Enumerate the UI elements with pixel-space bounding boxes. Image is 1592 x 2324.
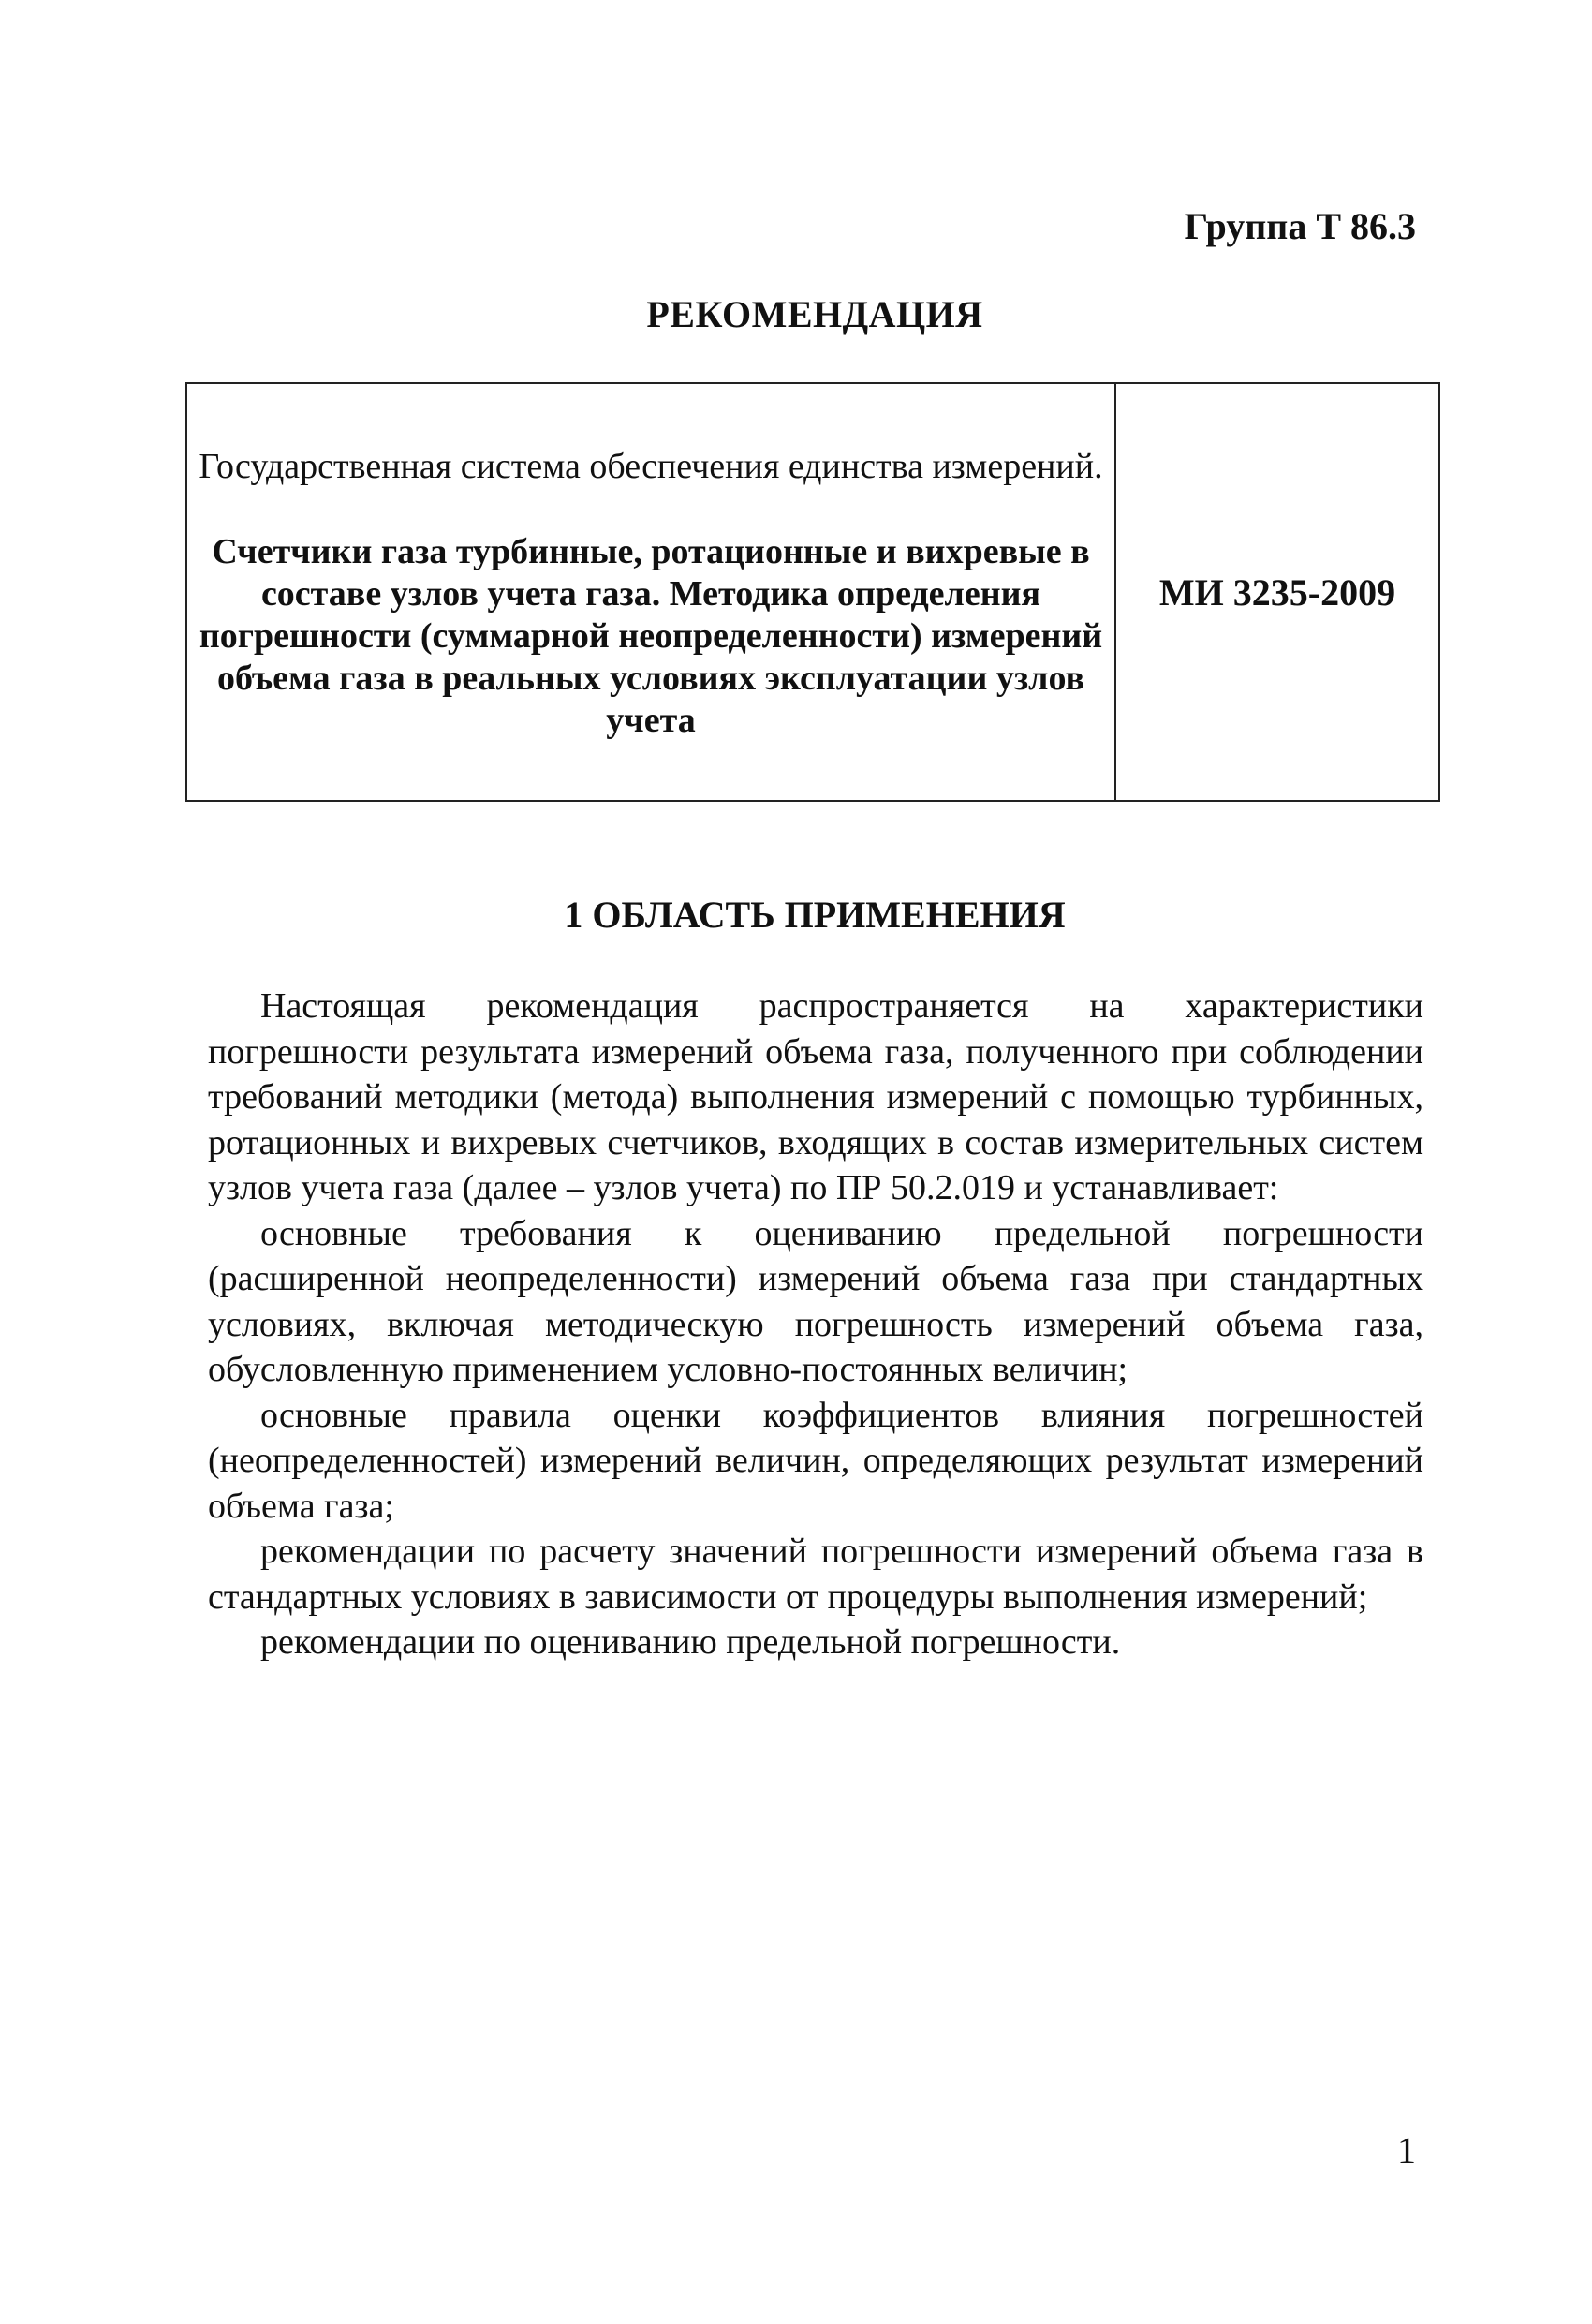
paragraph: основные правила оценки коэффициентов влияния погрешностей (неопределенностей) измерений величин, определяющих результат измерений объема газа; [208, 1395, 1423, 1526]
paragraph: рекомендации по оцениванию предельной погрешности. [260, 1622, 1121, 1662]
paragraph: основные требования к оцениванию предельной погрешности (расширенной неопределенности) измерений объема газа при стандартных условиях, включая методическую погрешность измерений объема газа, обусловленную применением условно-постоянных величин; [208, 1213, 1423, 1389]
document-code-cell [1115, 383, 1439, 801]
paragraph: Настоящая рекомендация распространяется на характеристики погрешности результата измерений объема газа, полученного при соблюдении требований методики (метода) выполнения измерений с помощью турбинных, ротационных и вихревых счетчиков, входящих в состав измерительных систем узлов учета газа (далее – узлов учета) по ПР 50.2.019 и устанавливает: [208, 986, 1423, 1207]
system-name: Государственная система обеспечения единства измерений. [199, 446, 1103, 486]
document-name: Счетчики газа турбинные, ротационные и вихревые в составе узлов учета газа. Методика определения погрешности (суммарной неопределенности) измерений объема газа в реальных условиях эксплуатации узлов учета [199, 531, 1103, 740]
section-body [208, 984, 1423, 1665]
paragraph: рекомендации по расчету значений погрешности измерений объема газа в стандартных условиях в зависимости от процедуры выполнения измерений; [208, 1532, 1423, 1617]
document-title-cell [186, 383, 1115, 801]
section-heading: 1 ОБЛАСТЬ ПРИМЕНЕНИЯ [564, 894, 1066, 936]
table-row [186, 383, 1439, 801]
group-code: Группа Т 86.3 [1184, 205, 1416, 247]
document-code: МИ 3235-2009 [1158, 570, 1396, 614]
document-type-title: РЕКОМЕНДАЦИЯ [646, 293, 983, 335]
page-number: 1 [1397, 2129, 1416, 2171]
document-title-table [185, 382, 1440, 802]
